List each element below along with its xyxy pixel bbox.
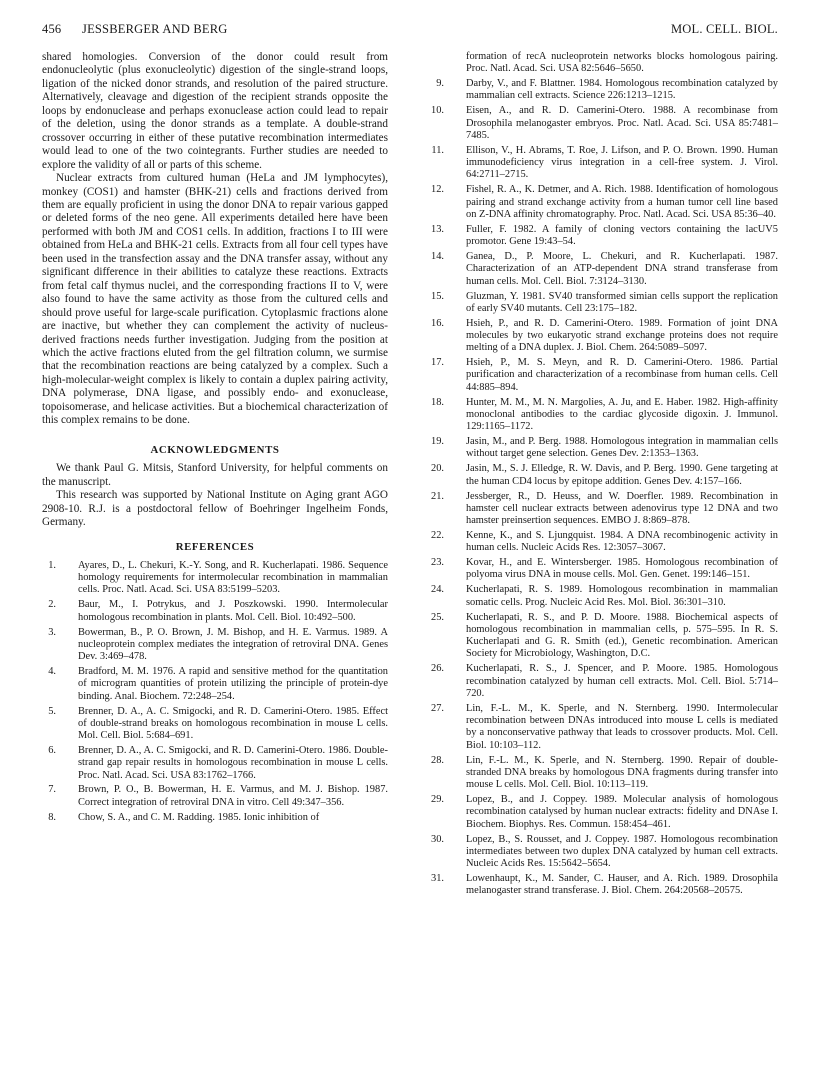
reference-number: 5. xyxy=(48,705,56,717)
reference-text: Jasin, M., S. J. Elledge, R. W. Davis, and P. Berg. 1990. Gene targeting at the human CD4 locus by epitope addition. Genes Dev. 4:157–166. xyxy=(466,463,778,487)
reference-item xyxy=(430,491,778,528)
reference-item xyxy=(430,397,778,434)
reference-text: Lowenhaupt, K., M. Sander, C. Hauser, and A. Rich. 1989. Drosophila melanogaster strand transferase. J. Biol. Chem. 264:20568–20575. xyxy=(466,873,778,897)
reference-item xyxy=(430,105,778,142)
reference-number: 4. xyxy=(48,666,56,678)
page-number: 456 xyxy=(42,22,62,36)
reference-text: Fuller, F. 1982. A family of cloning vectors containing the lacUV5 promotor. Gene 19:43–54. xyxy=(466,223,778,248)
reference-item xyxy=(430,794,778,831)
reference-number: 31. xyxy=(431,873,444,885)
reference-text: Jessberger, R., D. Heuss, and W. Doerfler. 1989. Recombination in hamster cell nuclear extracts between adenovirus type 12 DNA and two hamster preinsertion sequences. EMBO J. 8:869–878. xyxy=(466,490,778,527)
reference-item xyxy=(430,834,778,871)
reference-text: Bradford, M. M. 1976. A rapid and sensitive method for the quantitation of microgram quantities of protein utilizing the principle of protein-dye binding. Anal. Biochem. 72:248–254. xyxy=(78,666,388,702)
reference-item xyxy=(430,612,778,661)
reference-text: Chow, S. A., and C. M. Radding. 1985. Ionic inhibition of xyxy=(78,811,320,823)
reference-text: Eisen, A., and R. D. Camerini-Otero. 1988. A recombinase from Drosophila melanogaster embryos. Proc. Natl. Acad. Sci. USA 85:7481–7485. xyxy=(466,105,778,141)
reference-number: 23. xyxy=(431,557,444,569)
reference-text: Kucherlapati, R. S., J. Spencer, and P. Moore. 1985. Homologous recombination catalyzed by human cell extracts. Mol. Cell. Biol. 5:714–720. xyxy=(466,663,778,699)
reference-number: 21. xyxy=(431,490,444,502)
reference-item xyxy=(430,184,778,221)
reference-text: Kenne, K., and S. Ljungquist. 1984. A DNA recombinogenic activity in human cells. Nucleic Acids Res. 12:3057–3067. xyxy=(466,530,778,554)
reference-text: Hsieh, P., M. S. Meyn, and R. D. Camerini-Otero. 1986. Partial purification and characterization of a recombinase from human cells. Cell 44:885–894. xyxy=(466,357,778,393)
reference-number: 22. xyxy=(431,530,444,541)
reference-text: Hunter, M. M., M. N. Margolies, A. Ju, and E. Haber. 1982. High-affinity monoclonal antibodies to the cardiac glycoside digoxin. J. Immunol. 129:1165–1172. xyxy=(466,396,778,433)
reference-number: 9. xyxy=(436,78,444,90)
reference-text: Fishel, R. A., K. Detmer, and A. Rich. 1988. Identification of homologous pairing and strand exchange activity from a human tumor cell line based on Z-DNA affinity chromatography. Proc. Natl. Acad. Sci. USA 85:36–40. xyxy=(466,184,778,220)
reference-number: 10. xyxy=(431,105,444,117)
reference-number: 12. xyxy=(431,184,444,196)
reference-text: Ellison, V., H. Abrams, T. Roe, J. Lifson, and P. O. Brown. 1990. Human immunodeficiency virus integration in a cell-free system. J. Virol. 64:2711–2715. xyxy=(466,144,778,181)
reference-item xyxy=(430,436,778,461)
reference-number: 26. xyxy=(431,663,444,675)
reference-number: 17. xyxy=(431,357,444,369)
acknowledgment-text: We thank Paul G. Mitsis, Stanford University, for helpful comments on the manuscript. xyxy=(42,462,388,488)
reference-number: 15. xyxy=(431,290,444,302)
reference-number: 11. xyxy=(431,144,444,156)
reference-item xyxy=(42,812,388,824)
running-authors: JESSBERGER AND BERG xyxy=(82,22,228,36)
reference-number: 30. xyxy=(431,833,444,845)
reference-item xyxy=(42,745,388,782)
reference-text: Baur, M., I. Potrykus, and J. Poszkowski. 1990. Intermolecular homologous recombination in plants. Mol. Cell. Biol. 10:492–500. xyxy=(78,599,388,623)
reference-item xyxy=(42,627,388,664)
reference-text: Ayares, D., L. Chekuri, K.-Y. Song, and R. Kucherlapati. 1986. Sequence homology requirements for intermolecular recombination in mammalian cells. Proc. Natl. Acad. Sci. USA 83:5199–5203. xyxy=(78,559,388,596)
reference-text: Lopez, B., S. Rousset, and J. Coppey. 1987. Homologous recombination intermediates between two duplex DNA catalyzed by human cell extracts. Nucleic Acids Res. 15:5642–5654. xyxy=(466,833,778,870)
reference-text: Lopez, B., and J. Coppey. 1989. Molecular analysis of homologous recombination catalysed by human nuclear extracts: fidelity and DNAse I. Biochem. Biophys. Res. Commun. 158:454–461. xyxy=(466,794,778,830)
reference-text: Lin, F.-L. M., K. Sperle, and N. Sternberg. 1990. Repair of double-stranded DNA breaks by homologous DNA fragments during transfer into mouse L cells. Mol. Cell. Biol. 10:113–119. xyxy=(466,754,778,791)
reference-number: 8. xyxy=(48,811,56,823)
reference-number: 28. xyxy=(431,754,444,766)
reference-number: 24. xyxy=(431,584,444,596)
reference-text: Jasin, M., and P. Berg. 1988. Homologous integration in mammalian cells without target gene selection. Genes Dev. 2:1353–1363. xyxy=(466,436,778,460)
reference-text: Darby, V., and F. Blattner. 1984. Homologous recombination catalyzed by mammalian cell extracts. Science 226:1213–1215. xyxy=(466,78,778,102)
reference-text: Brown, P. O., B. Bowerman, H. E. Varmus, and M. J. Bishop. 1987. Correct integration of retroviral DNA in vitro. Cell 49:347–356. xyxy=(78,784,388,808)
reference-item xyxy=(430,78,778,103)
reference-number: 13. xyxy=(431,223,444,235)
reference-item xyxy=(42,560,388,597)
reference-list xyxy=(42,560,388,824)
reference-text: Lin, F.-L. M., K. Sperle, and N. Sternberg. 1990. Intermolecular recombination between DNAs introduced into mouse L cells is mediated by a nonconservative pathway that leads to crossover products. Mol. Cell. Biol. 10:103–112. xyxy=(466,702,778,751)
reference-text: Kovar, H., and E. Wintersberger. 1985. Homologous recombination of polyoma virus DNA in mouse cells. Mol. Gen. Genet. 199:146–151. xyxy=(466,557,778,581)
reference-text: formation of recA nucleoprotein networks blocks homologous pairing. Proc. Natl. Acad. Sci. USA 82:5646–5650. xyxy=(466,51,778,75)
reference-item xyxy=(430,463,778,488)
reference-text: Kucherlapati, R. S. 1989. Homologous recombination in mammalian somatic cells. Prog. Nucleic Acid Res. Mol. Biol. 36:301–310. xyxy=(466,584,778,608)
reference-number: 20. xyxy=(431,463,444,475)
reference-number: 7. xyxy=(48,784,56,796)
reference-number: 3. xyxy=(48,626,56,638)
reference-item xyxy=(430,224,778,249)
reference-item xyxy=(430,755,778,792)
reference-item xyxy=(430,291,778,316)
reference-text: Bowerman, B., P. O. Brown, J. M. Bishop, and H. E. Varmus. 1989. A nucleoprotein complex mediates the integration of retroviral DNA. Genes Dev. 3:469–478. xyxy=(78,626,388,663)
reference-text: Gluzman, Y. 1981. SV40 transformed simian cells support the replication of early SV40 mutants. Cell 23:175–182. xyxy=(466,290,778,314)
reference-text: Brenner, D. A., A. C. Smigocki, and R. D. Camerini-Otero. 1985. Effect of double-strand breaks on homologous recombination in mouse L cells. Mol. Cell. Biol. 5:684–691. xyxy=(78,705,388,742)
reference-number: 14. xyxy=(431,251,444,263)
reference-number: 29. xyxy=(431,794,444,806)
reference-text: Ganea, D., P. Moore, L. Chekuri, and R. Kucherlapati. 1987. Characterization of an ATP-dependent DNA strand transferase from human cells. Mol. Cell. Biol. 7:3124–3130. xyxy=(466,251,778,287)
journal-name: MOL. CELL. BIOL. xyxy=(670,22,778,36)
references-heading: REFERENCES xyxy=(175,541,255,554)
reference-number: 1. xyxy=(48,559,56,571)
body-paragraph: shared homologies. Conversion of the donor could result from endonucleolytic (plus exonucleolytic) digestion of the single-strand loops, ligation of the nicked donor strands, and resolution of the paired structure. Alternatively, cleavage and digestion of the recipient strands opposite the loops by endonuclease and perhaps exonuclease action could lead to repair of the deletion, using the donor strands as a template. A double-strand crossover occurring in either of these putative recombination intermediates would lead to one of the two cointegrants. Further studies are needed to explore the validity of all or parts of this scheme. xyxy=(42,51,388,171)
reference-item xyxy=(430,703,778,752)
reference-number: 6. xyxy=(48,744,56,756)
reference-item xyxy=(430,251,778,288)
reference-item xyxy=(430,530,778,555)
running-header xyxy=(42,22,778,40)
reference-text: Kucherlapati, R. S., and P. D. Moore. 1988. Biochemical aspects of homologous recombination in mammalian cells, p. 575–595. In R. S. Kucherlapati and G. R. Smith (ed.), Genetic recombination. American Society for Microbiology, Washington, D.C. xyxy=(466,611,778,660)
reference-text: Hsieh, P., and R. D. Camerini-Otero. 1989. Formation of joint DNA molecules by two eukaryotic strand exchange proteins does not require melting of a DNA duplex. J. Biol. Chem. 264:5089–5097. xyxy=(466,317,778,354)
reference-number: 2. xyxy=(48,599,56,611)
reference-item xyxy=(430,663,778,700)
reference-item xyxy=(430,357,778,394)
reference-list xyxy=(430,51,778,898)
reference-number: 27. xyxy=(431,702,444,714)
reference-number: 19. xyxy=(431,436,444,448)
reference-item xyxy=(430,873,778,898)
reference-item xyxy=(430,557,778,582)
reference-item xyxy=(42,784,388,809)
reference-text: Brenner, D. A., A. C. Smigocki, and R. D. Camerini-Otero. 1986. Double-strand gap repair results in homologous recombination in mouse L cells. Proc. Natl. Acad. Sci. USA 83:1762–1766. xyxy=(78,744,388,781)
reference-item xyxy=(42,666,388,703)
reference-number: 25. xyxy=(431,611,444,623)
reference-number: 16. xyxy=(431,317,444,329)
left-column xyxy=(42,51,388,827)
reference-item xyxy=(430,584,778,609)
reference-item xyxy=(430,318,778,355)
reference-item xyxy=(42,599,388,624)
body-paragraph: Nuclear extracts from cultured human (HeLa and JM lymphocytes), monkey (COS1) and hamster (BHK-21) cells and fractions derived from them are equally proficient in using the donor DNA to repair various gapped or deleted forms of the neo gene. All experiments detailed here have been performed with both JM and COS1 cells. In addition, fractions I to III were obtained from HeLa and BHK-21 cells. Extracts from all four cell types have been used in the transfection assay and the DNA transfer assay, without any significant difference in their abilities to catalyze these reactions. Extracts from fetal calf thymus nuclei, and the corresponding fractions II to V, were also found to have the same activity as those from the cultured cells and should prove useful for large-scale purification. Cytoplasmic fractions alone are inactive, but whether they can complement the activity of nucleus-derived fractions needs further investigation. Judging from the position at which the active fractions eluted from the gel filtration column, we surmise that the recombination reactions are being catalyzed by a complex. Such a high-molecular-weight complex is likely to contain a duplex pairing activity, DNA polymerase, DNA ligase, and possibly endo- and exonuclease, topoisomerase, and helicase activities. But a biochemical characterization of this complex remains to be done. xyxy=(42,172,388,427)
reference-item xyxy=(42,706,388,743)
reference-item xyxy=(430,51,778,76)
reference-item xyxy=(430,145,778,182)
reference-number: 18. xyxy=(431,396,444,408)
right-column xyxy=(430,51,778,900)
funding-text: This research was supported by National Institute on Aging grant AGO 2908-10. R.J. is a postdoctoral fellow of Boehringer Ingelheim Fonds, Germany. xyxy=(42,489,388,528)
acknowledgments-heading: ACKNOWLEDGMENTS xyxy=(150,443,280,456)
